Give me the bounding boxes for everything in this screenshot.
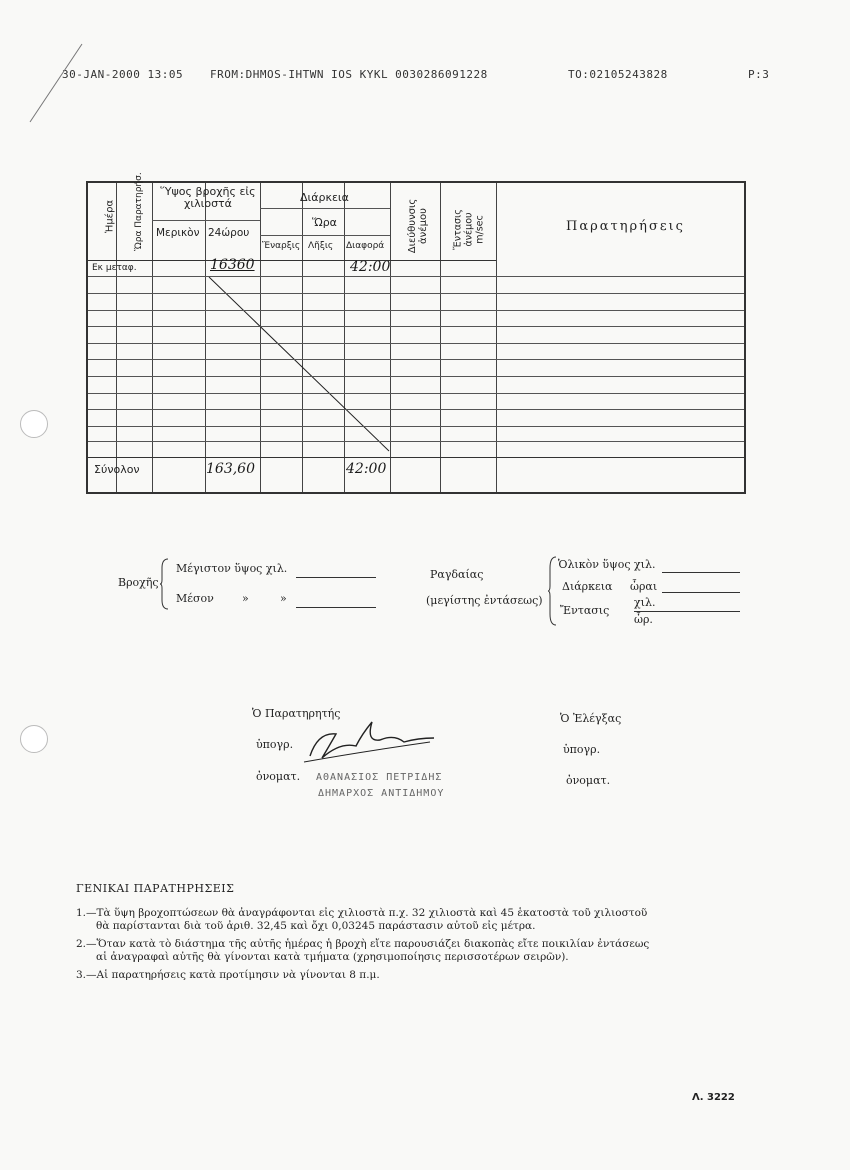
table-row-line [88, 376, 744, 377]
fax-datetime: 30-JAN-2000 13:05 [62, 68, 184, 81]
observer-label: Ὁ Παρατηρητής [252, 707, 341, 720]
fax-to: TO:02105243828 [568, 68, 668, 81]
note-2-line-1: 2.—Ὅταν κατὰ τὸ διάστημα τῆς αὐτῆς ἡμέρας ἡ βροχὴ εἴτε παρουσιάζει διακοπὰς εἴτε ποικιλίαν ἐντάσεως [76, 938, 650, 950]
notes-heading: ΓΕΝΙΚΑΙ ΠΑΡΑΤΗΡΗΣΕΙΣ [76, 882, 235, 895]
total-height-blank [662, 572, 740, 573]
note-1-line-1: 1.—Τὰ ὕψη βροχοπτώσεων θὰ ἀναγράφονται εἰς χιλιοστὰ π.χ. 32 χιλιοστὰ καὶ 45 ἑκατοστὰ τοῦ χιλιοστοῦ [76, 907, 648, 919]
intensity-label: Ἔντασις [560, 604, 610, 617]
punch-hole [20, 725, 48, 753]
header-end: Λῆξις [308, 241, 334, 251]
intensity-unit-bottom: ὧρ. [634, 613, 653, 626]
intensity-fraction-line [634, 611, 740, 612]
note-3: 3.—Αἱ παρατηρήσεις κατὰ προτίμησιν νὰ γίνονται 8 π.μ. [76, 969, 380, 981]
diagonal-strike-line [205, 275, 395, 455]
total-height-label: Ὁλικὸν ὕψος χιλ. [558, 558, 656, 571]
table-row-line [88, 343, 744, 344]
header-partial: Μερικὸν [156, 227, 200, 239]
header-duration: Διάρκεια [300, 191, 349, 204]
total-difference: 42:00 [346, 461, 387, 477]
mean-ditto-2: » [280, 592, 287, 605]
fax-from: FROM:DHMOS-IHTWN IOS KYKL 0030286091228 [210, 68, 488, 81]
storm-label: Ραγδαίας [430, 568, 484, 581]
header-rain-height: Ὕψος βροχῆς εἰς χιλιοστά [160, 185, 256, 210]
observer-name-label: ὀνοματ. [256, 770, 301, 783]
total-label: Σύνολον [94, 463, 140, 476]
rain-label: Βροχῆς [118, 576, 159, 589]
stamp-line-2: ΔΗΜΑΡΧΟΣ ΑΝΤΙΔΗΜΟΥ [318, 788, 445, 799]
header-hour-sub: Ὥρα [312, 216, 337, 229]
table-row-line [88, 310, 744, 311]
table-row-line [88, 409, 744, 410]
mean-ditto-1: » [242, 592, 249, 605]
fax-page: P:3 [748, 68, 770, 81]
brace-right [548, 556, 558, 626]
handwritten-signature [300, 712, 440, 768]
corner-fold-mark [28, 40, 88, 130]
total-24h: 163,60 [206, 461, 255, 477]
table-row-line [88, 326, 744, 327]
stamp-line-1: ΑΘΑΝΑΣΙΟΣ ΠΕΤΡΙΔΗΣ [316, 772, 443, 783]
checker-label: Ὁ Ἐλέγξας [560, 712, 622, 725]
table-row-line [88, 426, 744, 427]
header-remarks: Παρατηρήσεις [566, 219, 685, 234]
duration-blank [662, 592, 740, 593]
mean-blank [296, 607, 376, 608]
checker-sign-label: ὑπογρ. [563, 743, 601, 756]
header-24h: 24ώρου [208, 227, 250, 239]
row-carried-difference: 42:00 [350, 259, 391, 275]
table-row-line [88, 393, 744, 394]
duration-label: Διάρκεια [562, 580, 613, 593]
checker-name-label: ὀνοματ. [566, 774, 611, 787]
table-row-line [88, 359, 744, 360]
observation-table [86, 172, 746, 494]
table-row-line [88, 441, 744, 442]
header-hour: Ὥρα Παρατηρήσ. [134, 172, 144, 251]
row-carried-24h: 16360 [210, 257, 255, 273]
mean-label: Μέσον [176, 592, 214, 605]
note-1-line-2: θὰ παρίστανται διὰ τοῦ ἀριθ. 32,45 καὶ ὄχι 0,03245 παράστασιν αὐτοῦ εἰς μέτρα. [96, 920, 536, 932]
header-start: Ἔναρξις [262, 241, 301, 251]
row-carried-label: Εκ μεταφ. [92, 263, 137, 273]
form-code: Λ. 3222 [692, 1092, 735, 1103]
storm-sublabel: (μεγίστης ἐντάσεως) [426, 594, 543, 607]
brace-left [160, 558, 170, 610]
note-2-line-2: αἱ ἀναγραφαὶ αὐτῆς θὰ γίνονται κατὰ τμήματα (χρησιμοποίησις περισσοτέρων σειρῶν). [96, 951, 569, 963]
intensity-unit-top: χιλ. [634, 596, 656, 609]
punch-hole [20, 410, 48, 438]
header-day: Ἡμέρα [104, 199, 116, 234]
header-wind-direction: Διεύθυνσις ἀνέμου [407, 198, 429, 254]
duration-unit: ὧραι [630, 580, 658, 593]
header-wind-intensity: Ἔντασις ἀνέμου m/sec [452, 209, 486, 250]
max-height-label: Μέγιστον ὕψος χιλ. [176, 562, 288, 575]
max-height-blank [296, 577, 376, 578]
observer-sign-label: ὑπογρ. [256, 738, 294, 751]
table-row-line [88, 276, 744, 277]
table-row-line [88, 293, 744, 294]
header-difference: Διαφορά [346, 241, 385, 251]
